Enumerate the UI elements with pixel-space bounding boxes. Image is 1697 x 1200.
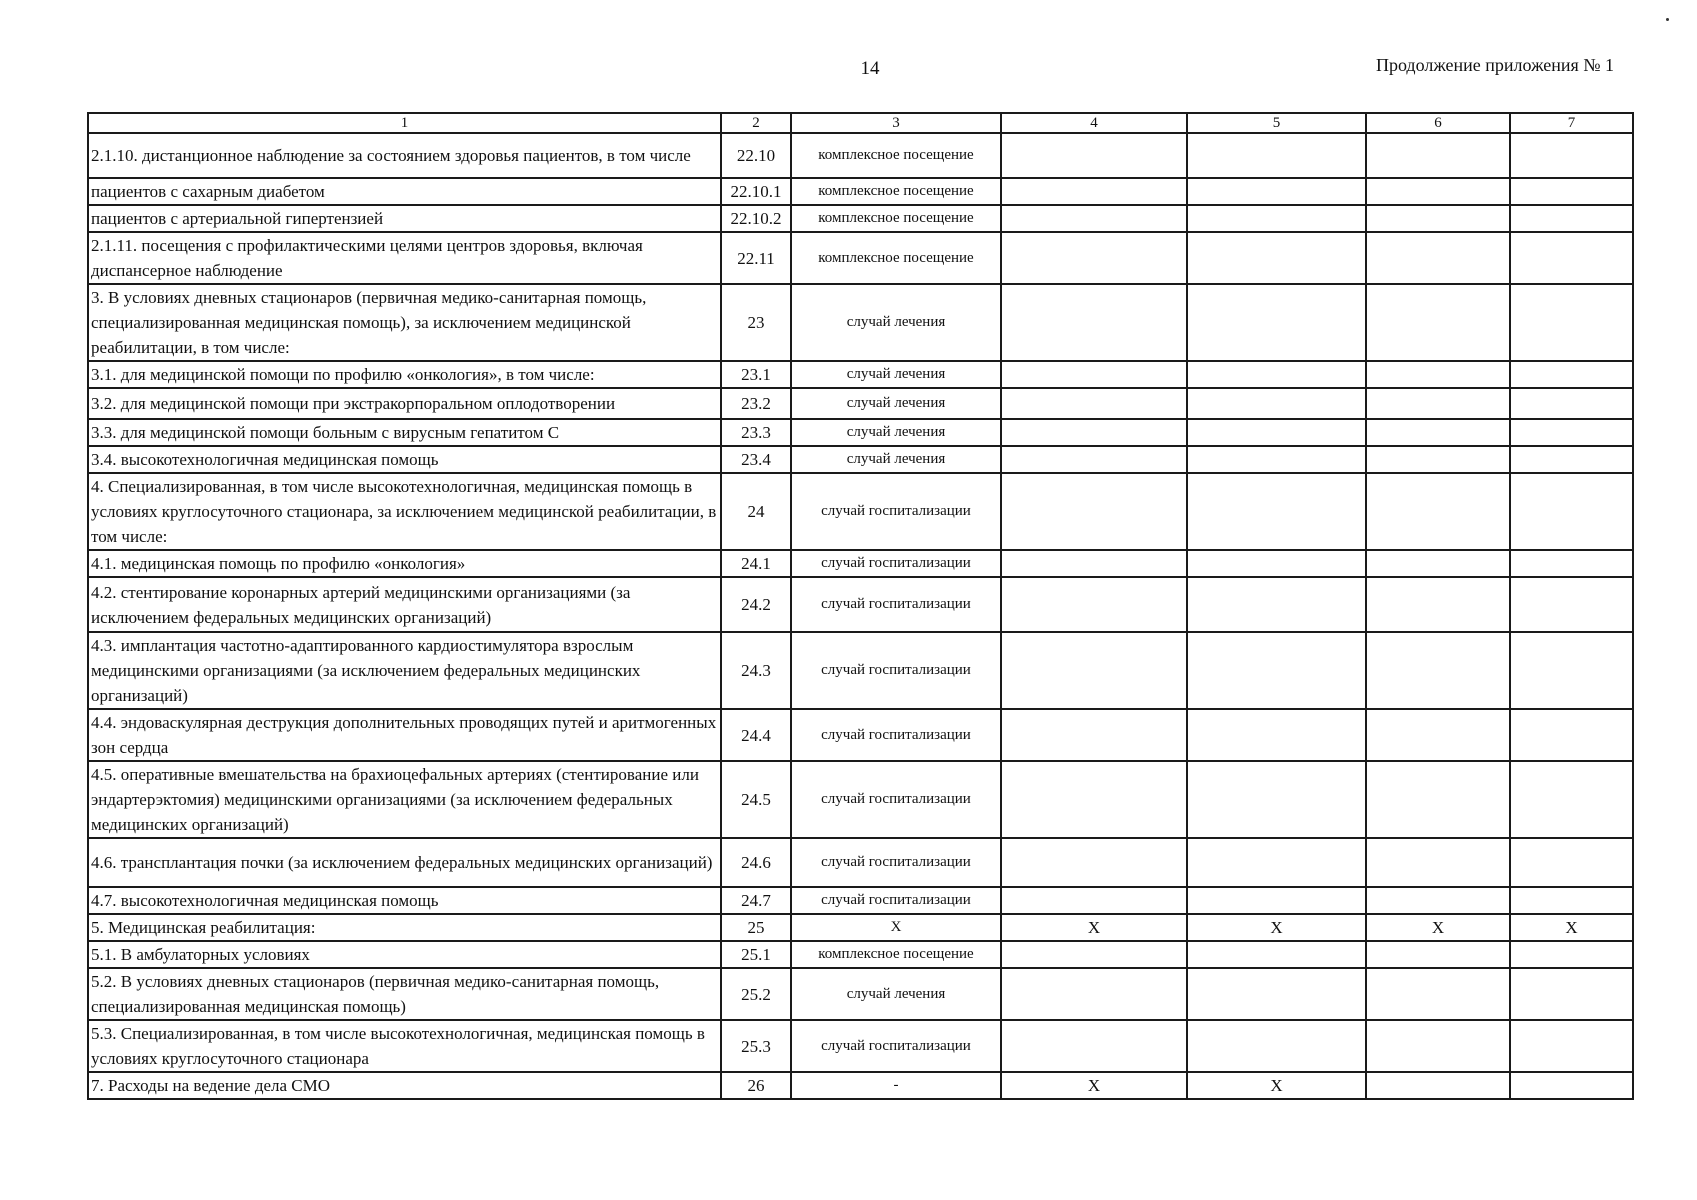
row-value-cell bbox=[1366, 1020, 1510, 1072]
row-unit-cell: комплексное посещение bbox=[791, 205, 1001, 232]
row-value-cell bbox=[1510, 205, 1633, 232]
row-value-cell bbox=[1510, 968, 1633, 1020]
row-value-cell bbox=[1187, 709, 1366, 761]
row-code-cell: 25.3 bbox=[721, 1020, 791, 1072]
column-number: 6 bbox=[1366, 113, 1510, 133]
row-value-cell bbox=[1366, 284, 1510, 361]
column-number: 3 bbox=[791, 113, 1001, 133]
row-value-cell bbox=[1001, 133, 1187, 178]
table-row bbox=[88, 887, 1633, 914]
row-value-cell bbox=[1187, 577, 1366, 632]
row-value-cell bbox=[1001, 941, 1187, 968]
row-value-cell bbox=[1187, 941, 1366, 968]
table-row bbox=[88, 914, 1633, 941]
row-name-cell: 3. В условиях дневных стационаров (первичная медико-санитарная помощь, специализированная медицинская помощь), за исключением медицинской реабилитации, в том числе: bbox=[88, 284, 721, 361]
row-value-cell bbox=[1366, 887, 1510, 914]
row-name-cell: 3.1. для медицинской помощи по профилю «онкология», в том числе: bbox=[88, 361, 721, 388]
row-value-cell bbox=[1001, 838, 1187, 887]
row-value-cell bbox=[1001, 887, 1187, 914]
row-value-cell bbox=[1001, 550, 1187, 577]
column-number: 2 bbox=[721, 113, 791, 133]
row-value-cell bbox=[1366, 838, 1510, 887]
row-name-cell: 4.3. имплантация частотно-адаптированного кардиостимулятора взрослым медицинскими организациями (за исключением федеральных медицинских организаций) bbox=[88, 632, 721, 709]
row-code-cell: 22.10.2 bbox=[721, 205, 791, 232]
row-value-cell bbox=[1001, 284, 1187, 361]
row-value-cell bbox=[1187, 388, 1366, 419]
row-value-cell bbox=[1001, 473, 1187, 550]
row-value-cell: X bbox=[1187, 1072, 1366, 1099]
report-table bbox=[87, 112, 1634, 1100]
row-code-cell: 24.7 bbox=[721, 887, 791, 914]
table-row bbox=[88, 968, 1633, 1020]
row-value-cell bbox=[1001, 446, 1187, 473]
row-name-cell: 4.2. стентирование коронарных артерий медицинскими организациями (за исключением федеральных медицинских организаций) bbox=[88, 577, 721, 632]
row-value-cell bbox=[1366, 473, 1510, 550]
row-code-cell: 23.2 bbox=[721, 388, 791, 419]
table-row bbox=[88, 133, 1633, 178]
row-name-cell: 5. Медицинская реабилитация: bbox=[88, 914, 721, 941]
row-value-cell bbox=[1001, 577, 1187, 632]
appendix-continuation-note: Продолжение приложения № 1 bbox=[1375, 55, 1614, 75]
row-value-cell bbox=[1001, 205, 1187, 232]
row-code-cell: 26 bbox=[721, 1072, 791, 1099]
row-value-cell bbox=[1001, 361, 1187, 388]
row-code-cell: 23.4 bbox=[721, 446, 791, 473]
scan-speck bbox=[1666, 18, 1669, 21]
row-name-cell: 4. Специализированная, в том числе высокотехнологичная, медицинская помощь в условиях круглосуточного стационара, за исключением медицинской реабилитации, в том числе: bbox=[88, 473, 721, 550]
row-name-cell: 4.1. медицинская помощь по профилю «онкология» bbox=[88, 550, 721, 577]
row-value-cell bbox=[1510, 709, 1633, 761]
row-value-cell bbox=[1366, 550, 1510, 577]
row-value-cell bbox=[1187, 632, 1366, 709]
row-unit-cell: комплексное посещение bbox=[791, 133, 1001, 178]
table-row bbox=[88, 941, 1633, 968]
row-value-cell bbox=[1187, 205, 1366, 232]
row-code-cell: 24.4 bbox=[721, 709, 791, 761]
row-value-cell bbox=[1510, 232, 1633, 284]
table-row bbox=[88, 205, 1633, 232]
row-value-cell bbox=[1366, 361, 1510, 388]
row-name-cell: 4.4. эндоваскулярная деструкция дополнительных проводящих путей и аритмогенных зон сердца bbox=[88, 709, 721, 761]
row-value-cell bbox=[1187, 361, 1366, 388]
row-unit-cell: случай лечения bbox=[791, 446, 1001, 473]
row-value-cell bbox=[1187, 232, 1366, 284]
row-value-cell bbox=[1001, 709, 1187, 761]
column-number-row bbox=[88, 113, 1633, 133]
row-unit-cell: случай госпитализации bbox=[791, 838, 1001, 887]
row-value-cell bbox=[1510, 178, 1633, 205]
table-row bbox=[88, 446, 1633, 473]
row-code-cell: 22.11 bbox=[721, 232, 791, 284]
row-value-cell bbox=[1510, 419, 1633, 446]
row-code-cell: 25.1 bbox=[721, 941, 791, 968]
row-value-cell bbox=[1510, 388, 1633, 419]
row-unit-cell: случай госпитализации bbox=[791, 550, 1001, 577]
row-code-cell: 23 bbox=[721, 284, 791, 361]
table-row bbox=[88, 632, 1633, 709]
row-value-cell: X bbox=[1366, 914, 1510, 941]
row-value-cell bbox=[1510, 887, 1633, 914]
row-value-cell bbox=[1366, 178, 1510, 205]
row-value-cell bbox=[1366, 419, 1510, 446]
row-name-cell: пациентов с артериальной гипертензией bbox=[88, 205, 721, 232]
table-row bbox=[88, 838, 1633, 887]
table-row bbox=[88, 1072, 1633, 1099]
page-number: 14 bbox=[860, 58, 880, 79]
row-unit-cell: комплексное посещение bbox=[791, 941, 1001, 968]
row-value-cell bbox=[1510, 577, 1633, 632]
row-value-cell bbox=[1187, 761, 1366, 838]
row-value-cell bbox=[1187, 419, 1366, 446]
row-value-cell bbox=[1510, 838, 1633, 887]
row-unit-cell: комплексное посещение bbox=[791, 232, 1001, 284]
row-value-cell bbox=[1366, 1072, 1510, 1099]
table-row bbox=[88, 388, 1633, 419]
row-value-cell bbox=[1366, 968, 1510, 1020]
row-name-cell: 5.2. В условиях дневных стационаров (первичная медико-санитарная помощь, специализированная медицинская помощь) bbox=[88, 968, 721, 1020]
row-code-cell: 24.3 bbox=[721, 632, 791, 709]
row-value-cell bbox=[1510, 446, 1633, 473]
row-value-cell bbox=[1366, 709, 1510, 761]
column-number: 5 bbox=[1187, 113, 1366, 133]
table-row bbox=[88, 1020, 1633, 1072]
row-value-cell bbox=[1510, 133, 1633, 178]
row-value-cell: X bbox=[1001, 914, 1187, 941]
row-value-cell bbox=[1187, 178, 1366, 205]
row-name-cell: 2.1.11. посещения с профилактическими целями центров здоровья, включая диспансерное наблюдение bbox=[88, 232, 721, 284]
row-name-cell: 3.4. высокотехнологичная медицинская помощь bbox=[88, 446, 721, 473]
row-code-cell: 24 bbox=[721, 473, 791, 550]
row-code-cell: 23.1 bbox=[721, 361, 791, 388]
table-row bbox=[88, 577, 1633, 632]
row-value-cell bbox=[1187, 1020, 1366, 1072]
row-value-cell bbox=[1187, 887, 1366, 914]
row-name-cell: 4.6. трансплантация почки (за исключением федеральных медицинских организаций) bbox=[88, 838, 721, 887]
table-row bbox=[88, 284, 1633, 361]
row-code-cell: 24.2 bbox=[721, 577, 791, 632]
table-row bbox=[88, 178, 1633, 205]
row-value-cell: X bbox=[1187, 914, 1366, 941]
row-name-cell: 3.2. для медицинской помощи при экстракорпоральном оплодотворении bbox=[88, 388, 721, 419]
table-row bbox=[88, 709, 1633, 761]
row-value-cell bbox=[1001, 388, 1187, 419]
row-unit-cell: случай госпитализации bbox=[791, 1020, 1001, 1072]
row-value-cell bbox=[1510, 361, 1633, 388]
row-value-cell: X bbox=[1510, 914, 1633, 941]
column-number: 1 bbox=[88, 113, 721, 133]
row-name-cell: пациентов с сахарным диабетом bbox=[88, 178, 721, 205]
row-value-cell bbox=[1366, 133, 1510, 178]
row-unit-cell: случай лечения bbox=[791, 284, 1001, 361]
row-code-cell: 25 bbox=[721, 914, 791, 941]
row-code-cell: 25.2 bbox=[721, 968, 791, 1020]
row-value-cell bbox=[1510, 1072, 1633, 1099]
row-value-cell bbox=[1187, 473, 1366, 550]
column-number: 7 bbox=[1510, 113, 1633, 133]
row-value-cell bbox=[1366, 761, 1510, 838]
table-row bbox=[88, 419, 1633, 446]
row-value-cell bbox=[1187, 550, 1366, 577]
row-value-cell: X bbox=[1001, 1072, 1187, 1099]
row-value-cell bbox=[1001, 419, 1187, 446]
row-value-cell bbox=[1510, 284, 1633, 361]
row-value-cell bbox=[1001, 968, 1187, 1020]
row-value-cell bbox=[1510, 761, 1633, 838]
row-value-cell bbox=[1366, 941, 1510, 968]
row-value-cell bbox=[1366, 232, 1510, 284]
row-value-cell bbox=[1366, 446, 1510, 473]
row-unit-cell: случай госпитализации bbox=[791, 887, 1001, 914]
row-value-cell bbox=[1187, 133, 1366, 178]
row-unit-cell: случай госпитализации bbox=[791, 709, 1001, 761]
row-value-cell bbox=[1510, 473, 1633, 550]
table-row bbox=[88, 232, 1633, 284]
row-code-cell: 24.5 bbox=[721, 761, 791, 838]
row-unit-cell: - bbox=[791, 1072, 1001, 1099]
table-row bbox=[88, 761, 1633, 838]
row-value-cell bbox=[1366, 388, 1510, 419]
row-unit-cell: случай лечения bbox=[791, 388, 1001, 419]
row-code-cell: 23.3 bbox=[721, 419, 791, 446]
row-value-cell bbox=[1001, 232, 1187, 284]
row-name-cell: 5.3. Специализированная, в том числе высокотехнологичная, медицинская помощь в условиях круглосуточного стационара bbox=[88, 1020, 721, 1072]
row-unit-cell: случай госпитализации bbox=[791, 632, 1001, 709]
row-unit-cell: случай лечения bbox=[791, 361, 1001, 388]
row-code-cell: 22.10.1 bbox=[721, 178, 791, 205]
row-value-cell bbox=[1187, 838, 1366, 887]
row-code-cell: 24.1 bbox=[721, 550, 791, 577]
row-value-cell bbox=[1001, 1020, 1187, 1072]
row-name-cell: 7. Расходы на ведение дела СМО bbox=[88, 1072, 721, 1099]
report-table-container bbox=[87, 112, 1632, 1100]
row-value-cell bbox=[1001, 761, 1187, 838]
row-unit-cell: комплексное посещение bbox=[791, 178, 1001, 205]
row-value-cell bbox=[1187, 446, 1366, 473]
row-code-cell: 22.10 bbox=[721, 133, 791, 178]
row-value-cell bbox=[1510, 941, 1633, 968]
row-value-cell bbox=[1510, 1020, 1633, 1072]
row-unit-cell: случай госпитализации bbox=[791, 577, 1001, 632]
row-unit-cell: случай лечения bbox=[791, 968, 1001, 1020]
column-number: 4 bbox=[1001, 113, 1187, 133]
row-unit-cell: случай лечения bbox=[791, 419, 1001, 446]
table-row bbox=[88, 361, 1633, 388]
table-row bbox=[88, 550, 1633, 577]
row-value-cell bbox=[1187, 968, 1366, 1020]
row-unit-cell: случай госпитализации bbox=[791, 761, 1001, 838]
table-row bbox=[88, 473, 1633, 550]
row-value-cell bbox=[1366, 205, 1510, 232]
row-value-cell bbox=[1001, 632, 1187, 709]
row-value-cell bbox=[1366, 632, 1510, 709]
row-unit-cell: случай госпитализации bbox=[791, 473, 1001, 550]
row-name-cell: 4.5. оперативные вмешательства на брахиоцефальных артериях (стентирование или эндартерэктомия) медицинскими организациями (за исключением федеральных медицинских организаций) bbox=[88, 761, 721, 838]
row-unit-cell: X bbox=[791, 914, 1001, 941]
row-value-cell bbox=[1510, 632, 1633, 709]
row-name-cell: 2.1.10. дистанционное наблюдение за состоянием здоровья пациентов, в том числе bbox=[88, 133, 721, 178]
row-value-cell bbox=[1510, 550, 1633, 577]
row-value-cell bbox=[1366, 577, 1510, 632]
row-code-cell: 24.6 bbox=[721, 838, 791, 887]
row-name-cell: 4.7. высокотехнологичная медицинская помощь bbox=[88, 887, 721, 914]
row-name-cell: 3.3. для медицинской помощи больным с вирусным гепатитом С bbox=[88, 419, 721, 446]
row-value-cell bbox=[1001, 178, 1187, 205]
row-name-cell: 5.1. В амбулаторных условиях bbox=[88, 941, 721, 968]
row-value-cell bbox=[1187, 284, 1366, 361]
